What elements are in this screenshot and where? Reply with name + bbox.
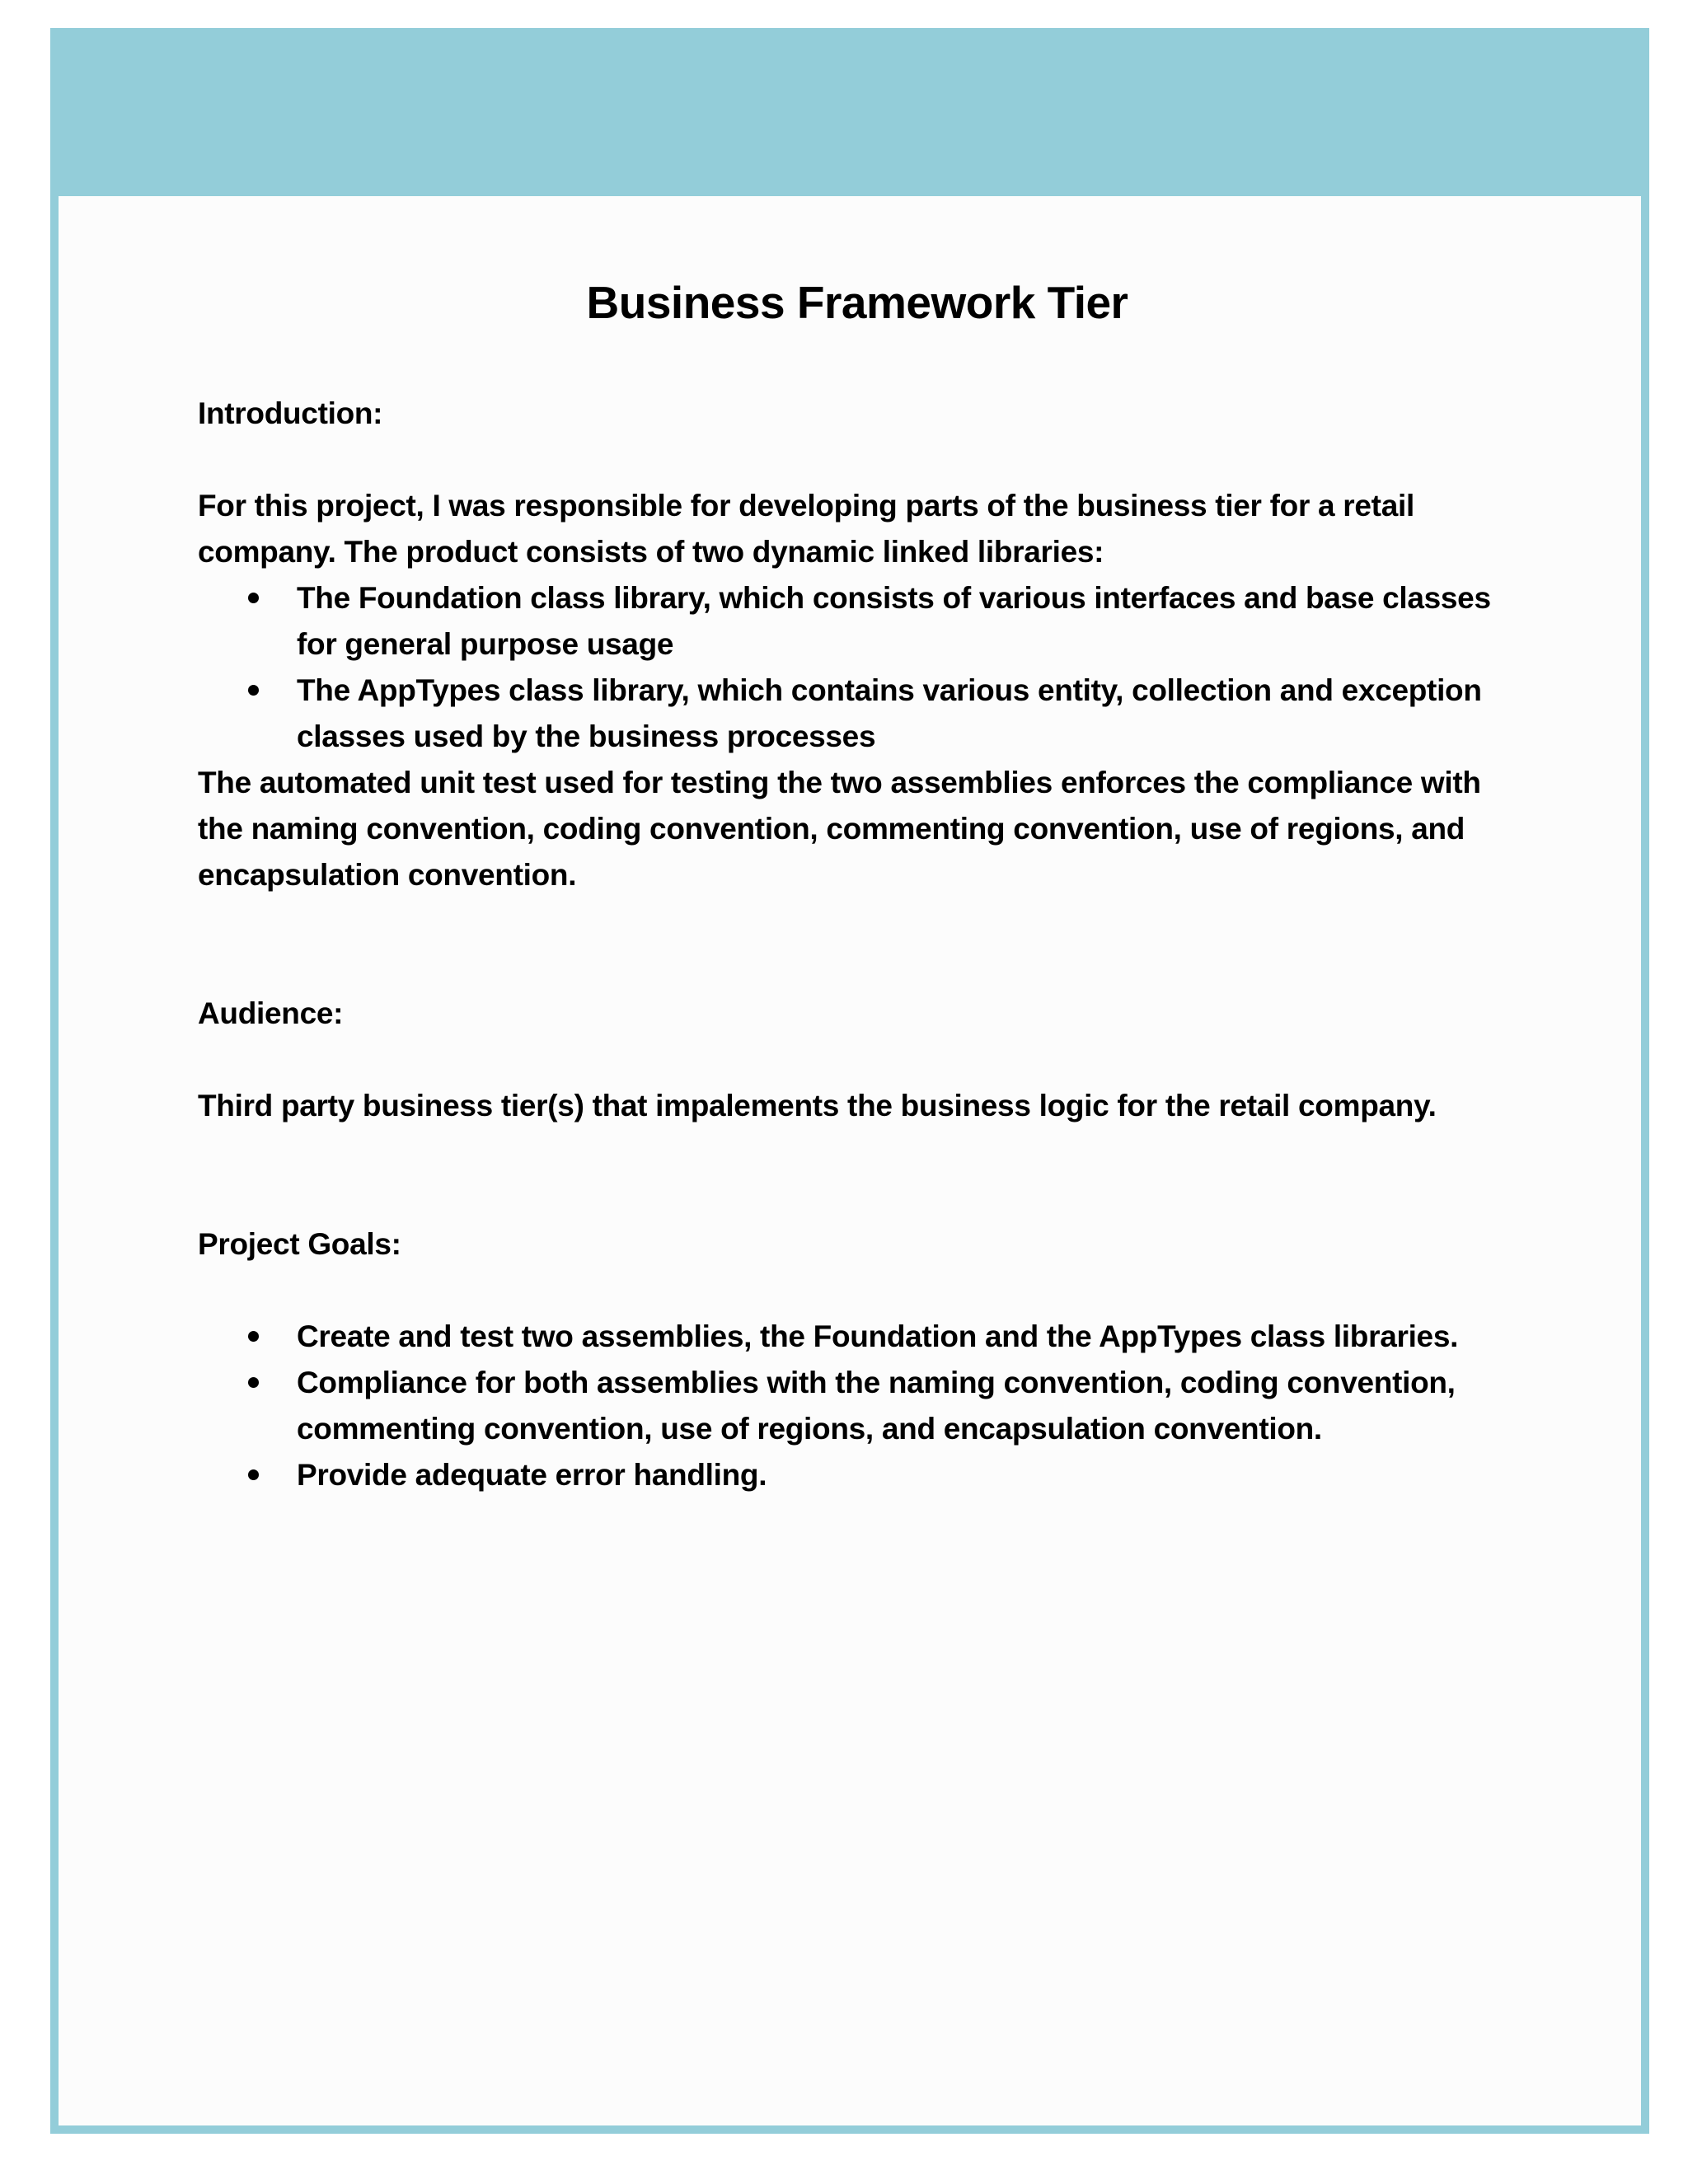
audience-paragraph: Third party business tier(s) that impalements the business logic for the retail company. bbox=[198, 1089, 1437, 1122]
list-item bbox=[198, 1314, 1517, 1360]
list-item-text: Provide adequate error handling. bbox=[297, 1458, 767, 1492]
list-item bbox=[198, 668, 1517, 760]
introduction-heading: Introduction: bbox=[198, 396, 383, 430]
list-item-text: Create and test two assemblies, the Foundation and the AppTypes class libraries. bbox=[297, 1319, 1459, 1353]
bullet-icon bbox=[248, 685, 259, 696]
introduction-paragraph: For this project, I was responsible for developing parts of the business tier for a retail company. The product consists of two dynamic linked libraries: bbox=[198, 489, 1414, 569]
list-item-text: The AppTypes class library, which contains various entity, collection and exception classes used by the business processes bbox=[297, 673, 1482, 753]
header-band bbox=[59, 36, 1641, 196]
list-item bbox=[198, 1360, 1517, 1452]
bullet-icon bbox=[248, 1469, 259, 1480]
project-goals-heading: Project Goals: bbox=[198, 1227, 401, 1261]
bullet-icon bbox=[248, 1377, 259, 1388]
document-title: Business Framework Tier bbox=[586, 277, 1128, 328]
list-item-text: Compliance for both assemblies with the naming convention, coding convention, commenting convention, use of regions, and encapsulation convention. bbox=[297, 1366, 1456, 1446]
bullet-icon bbox=[248, 1331, 259, 1342]
document-content bbox=[198, 275, 1517, 1498]
audience-heading: Audience: bbox=[198, 996, 344, 1030]
bullet-icon bbox=[248, 593, 259, 603]
introduction-bullet-list bbox=[198, 575, 1517, 760]
list-item bbox=[198, 1452, 1517, 1498]
introduction-closing: The automated unit test used for testing the two assemblies enforces the compliance with the naming convention, coding convention, commenting convention, use of regions, and encapsulation convention. bbox=[198, 766, 1481, 892]
page-frame bbox=[50, 28, 1649, 2134]
list-item bbox=[198, 575, 1517, 668]
list-item-text: The Foundation class library, which consists of various interfaces and base classes for general purpose usage bbox=[297, 581, 1491, 661]
project-goals-list bbox=[198, 1314, 1517, 1498]
